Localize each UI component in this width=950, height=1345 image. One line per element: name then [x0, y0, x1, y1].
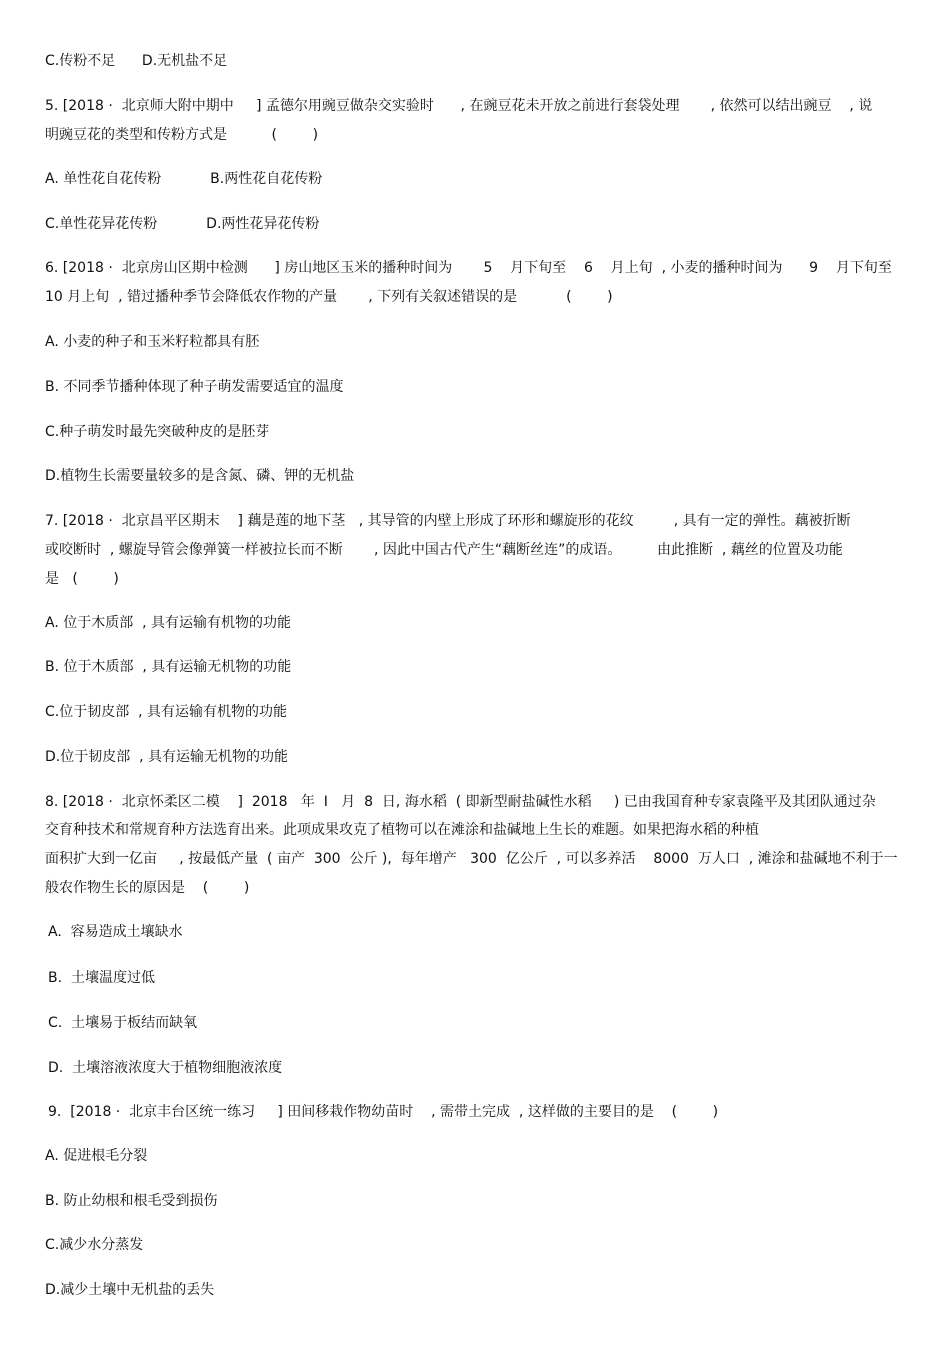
question-6-option-b: B. 不同季节播种体现了种子萌发需要适宜的温度 [45, 379, 344, 395]
question-7-option-d: D.位于韧皮部 , 具有运输无机物的功能 [45, 749, 289, 765]
question-8-option-b: B. 土壤温度过低 [48, 970, 155, 986]
question-6-option-a: A. 小麦的种子和玉米籽粒都具有胚 [45, 334, 260, 350]
question-9-line-1: 9. [2018 · 北京丰台区统一练习 ] 田间移栽作物幼苗时 , 需带土完成 , 这样做的主要目的是 ( ) [48, 1104, 719, 1120]
question-5-line-2: 明豌豆花的类型和传粉方式是 ( ) [45, 127, 319, 143]
question-8-line-4: 般农作物生长的原因是 ( ) [45, 880, 250, 896]
question-8-option-d: D. 土壤溶液浓度大于植物细胞液浓度 [48, 1060, 283, 1076]
question-9-option-b: B. 防止幼根和根毛受到损伤 [45, 1193, 218, 1209]
question-5-line-1: 5. [2018 · 北京师大附中期中 ] 孟德尔用豌豆做杂交实验时 , 在豌豆花未开放之前进行套袋处理 , 依然可以结出豌豆 , 说 [45, 98, 873, 114]
question-6-line-2: 10 月上旬 , 错过播种季节会降低农作物的产量 , 下列有关叙述错误的是 ( ) [45, 289, 613, 305]
question-7-option-a: A. 位于木质部 , 具有运输有机物的功能 [45, 615, 292, 631]
question-8-line-3: 面积扩大到一亿亩 , 按最低产量 ( 亩产 300 公斤 ), 每年增产 300 亿公斤 , 可以多养活 8000 万人口 , 滩涂和盐碱地不利于一 [45, 851, 898, 867]
question-7-line-2: 或咬断时 , 螺旋导管会像弹簧一样被拉长而不断 , 因此中国古代产生“藕断丝连”的成语。 由此推断 , 藕丝的位置及功能 [45, 542, 843, 558]
question-6-option-d: D.植物生长需要量较多的是含氮、磷、钾的无机盐 [45, 468, 355, 484]
question-7-line-1: 7. [2018 · 北京昌平区期末 ] 藕是莲的地下茎 , 其导管的内壁上形成了环形和螺旋形的花纹 , 具有一定的弹性。藕被折断 [45, 513, 851, 529]
question-5-options-a-b: A. 单性花自花传粉 B.两性花自花传粉 [45, 171, 323, 187]
question-7-option-b: B. 位于木质部 , 具有运输无机物的功能 [45, 659, 292, 675]
question-8-option-c: C. 土壤易于板结而缺氧 [48, 1015, 198, 1031]
question-7-option-c: C.位于韧皮部 , 具有运输有机物的功能 [45, 704, 288, 720]
question-5-options-c-d: C.单性花异花传粉 D.两性花异花传粉 [45, 216, 320, 232]
question-9-option-d: D.减少土壤中无机盐的丢失 [45, 1282, 215, 1298]
question-9-option-c: C.减少水分蒸发 [45, 1237, 144, 1253]
question-6-line-1: 6. [2018 · 北京房山区期中检测 ] 房山地区玉米的播种时间为 5 月下旬至 6 月上旬 , 小麦的播种时间为 9 月下旬至 [45, 260, 892, 276]
question-8-option-a: A. 容易造成土壤缺水 [48, 924, 183, 940]
question-7-line-3: 是 ( ) [45, 571, 119, 587]
question-6-option-c: C.种子萌发时最先突破种皮的是胚芽 [45, 424, 270, 440]
question-8-line-1: 8. [2018 · 北京怀柔区二模 ] 2018 年 I 月 8 日, 海水稻 ( 即新型耐盐碱性水稻 ) 已由我国育种专家袁隆平及其团队通过杂 [45, 794, 876, 810]
question-8-line-2: 交育种技术和常规育种方法选育出来。此项成果攻克了植物可以在滩涂和盐碱地上生长的难题。如果把海水稻的种植 [45, 822, 759, 838]
question-9-option-a: A. 促进根毛分裂 [45, 1148, 148, 1164]
option-line-c-d: C.传粉不足 D.无机盐不足 [45, 53, 228, 69]
